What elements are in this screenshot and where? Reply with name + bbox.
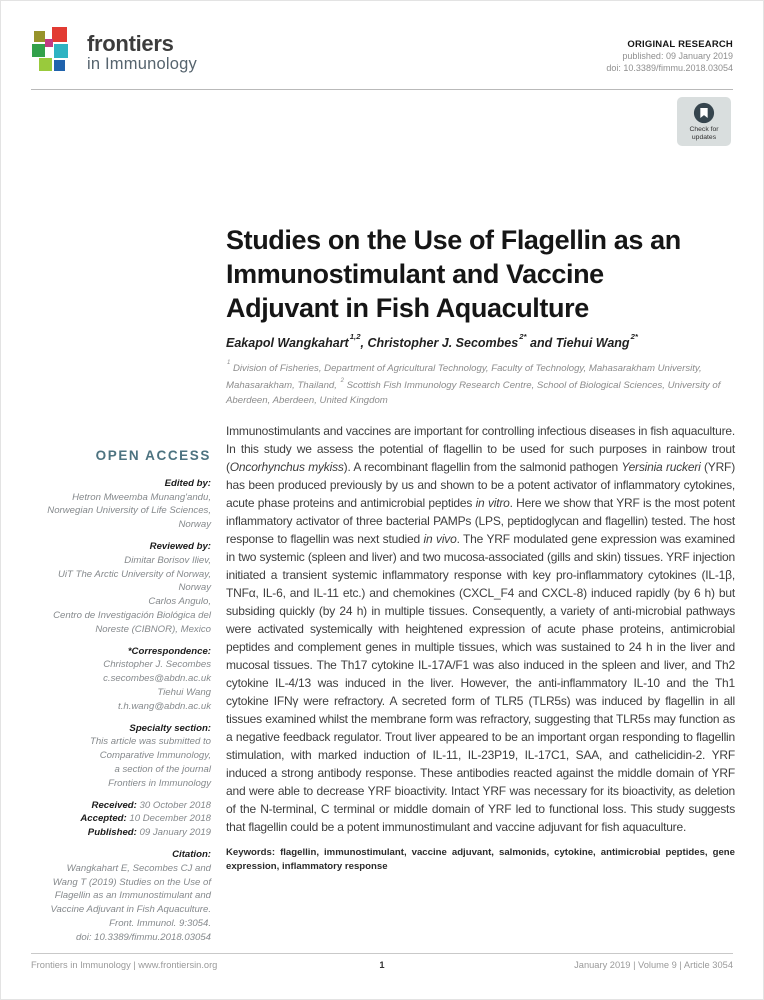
received-label: Received: xyxy=(91,799,137,811)
correspondence-section xyxy=(31,645,211,714)
article-sidebar xyxy=(31,449,211,953)
affiliation-text: Division of Fisheries, Department of Agricultural Technology, Faculty of Technology, Mahasarakham University, Mahasarakham, Thailand, xyxy=(226,363,702,392)
text-segment: Immunostimulants and vaccines are important for controlling infectious diseases in fish aquaculture. In this study we assess the potential of flagellin to be used for such purposes in rainbow trout ( xyxy=(226,424,735,475)
citation-section xyxy=(31,848,211,945)
text-line: Noreste (CIBNOR), Mexico xyxy=(95,623,211,635)
reviewed-by-section xyxy=(31,540,211,637)
text-segment: Oncorhynchus mykiss xyxy=(229,460,344,475)
logo-cube xyxy=(54,60,65,71)
text-segment: . Here we show that YRF is the most potent inflammatory activator of three bacterial PAMPs (LPS, peptidoglycan and flagellin) tested. The host response to flagellin was next studied xyxy=(226,496,735,547)
specialty-label: Specialty section: xyxy=(129,722,211,734)
article-type-label: ORIGINAL RESEARCH xyxy=(627,39,733,50)
text-line: Norway xyxy=(178,519,211,531)
received-value: 30 October 2018 xyxy=(136,799,211,811)
footer-issue: January 2019 | Volume 9 | Article 3054 xyxy=(574,960,733,970)
footer-page-number: 1 xyxy=(379,960,385,970)
text-line: Comparative Immunology, xyxy=(99,750,211,762)
text-line: Flagellin as an Immunostimulant and xyxy=(54,890,211,902)
text-line: Norwegian University of Life Sciences, xyxy=(47,505,211,517)
reviewed-by-label: Reviewed by: xyxy=(149,540,211,552)
citation-lines xyxy=(31,862,211,945)
edited-by-label: Edited by: xyxy=(164,477,211,489)
text-line: Dimitar Borisov Iliev, xyxy=(124,554,211,566)
doi-text: doi: 10.3389/fimmu.2018.03054 xyxy=(606,62,733,73)
text-line: Vaccine Adjuvant in Fish Aquaculture. xyxy=(50,904,211,916)
accepted-value: 10 December 2018 xyxy=(126,813,211,825)
text-line: Carlos Angulo, xyxy=(148,596,211,608)
published-label: Published: xyxy=(87,827,137,839)
check-for-updates-badge[interactable] xyxy=(677,97,731,146)
affiliation-sup: 1 xyxy=(227,360,231,367)
author-name: Tiehui Wang xyxy=(555,336,630,351)
text-line: Norway xyxy=(178,582,211,594)
logo-cube xyxy=(39,58,52,71)
crossmark-icon xyxy=(693,102,715,124)
text-line: This article was submitted to xyxy=(89,736,211,748)
author xyxy=(555,331,638,351)
text-line: a section of the journal xyxy=(114,763,211,775)
author-sup: 2* xyxy=(519,331,527,341)
text-line: Adjuvant in Fish Aquaculture xyxy=(226,293,589,323)
text-line: doi: 10.3389/fimmu.2018.03054 xyxy=(76,931,211,943)
check-badge-label xyxy=(689,126,718,142)
edited-by-lines xyxy=(31,491,211,532)
text-line: c.secombes@abdn.ac.uk xyxy=(103,673,211,685)
text-segment: (YRF) has been produced previously by us and shown to be a potent activator of inflammatory cytokines, acute phase proteins and antimicrobial peptides xyxy=(226,460,735,511)
text-line: Studies on the Use of Flagellin as an xyxy=(226,225,681,255)
author-sep: and xyxy=(526,336,556,351)
received-date xyxy=(31,799,211,813)
text-segment: in vivo xyxy=(423,532,457,547)
text-segment: ). A recombinant flagellin from the salmonid pathogen xyxy=(343,460,622,475)
brand-journal-name: in Immunology xyxy=(87,55,197,73)
accepted-label: Accepted: xyxy=(80,813,127,825)
author-sep: , xyxy=(360,336,368,351)
published-value: 09 January 2019 xyxy=(136,827,211,839)
text-line: t.h.wang@abdn.ac.uk xyxy=(118,700,211,712)
keywords: Keywords: flagellin, immunostimulant, vaccine adjuvant, salmonids, cytokine, antimicrobial peptides, gene expression, inflammatory response xyxy=(226,847,735,873)
text-line: Frontiers in Immunology xyxy=(108,777,211,789)
text-segment: in vitro xyxy=(475,496,510,511)
page-footer xyxy=(1,960,763,974)
affiliations xyxy=(226,359,735,408)
abstract-text xyxy=(226,422,735,836)
specialty-lines xyxy=(31,735,211,790)
affiliation-text: Scottish Fish Immunology Research Centre, School of Biological Sciences, University of Aberdeen, Aberdeen, United Kingdom xyxy=(226,380,721,407)
logo-cube xyxy=(52,27,67,42)
text-segment: Yersinia ruckeri xyxy=(621,460,701,475)
author-name: Christopher J. Secombes xyxy=(367,336,519,351)
published-date: published: 09 January 2019 xyxy=(622,51,733,61)
correspondence-lines xyxy=(31,658,211,713)
frontiers-logo-icon xyxy=(31,27,77,75)
published-date-side xyxy=(31,826,211,840)
edited-by-section xyxy=(31,477,211,532)
dates-section xyxy=(31,799,211,840)
affiliation-sup: 2 xyxy=(340,377,344,384)
citation-label: Citation: xyxy=(172,848,211,860)
author-list xyxy=(226,331,735,351)
text-line: Immunostimulant and Vaccine xyxy=(226,259,604,289)
footer-journal: Frontiers in Immunology | www.frontiersin.org xyxy=(31,960,218,970)
logo-cube xyxy=(34,31,45,42)
author xyxy=(367,331,556,351)
author-sup: 2* xyxy=(630,331,638,341)
frontiers-logo xyxy=(31,27,197,75)
header-meta xyxy=(606,39,733,74)
text-line: Front. Immunol. 9:3054. xyxy=(109,917,211,929)
specialty-section xyxy=(31,722,211,791)
text-line: Wangkahart E, Secombes CJ and xyxy=(66,862,211,874)
article-main xyxy=(226,223,735,874)
author xyxy=(226,331,368,351)
header-divider xyxy=(31,89,733,90)
text-line: Christopher J. Secombes xyxy=(103,659,211,671)
text-line: Hetron Mweemba Munang'andu, xyxy=(72,491,211,503)
text-line: Centro de Investigación Biológica del xyxy=(53,609,211,621)
accepted-date xyxy=(31,812,211,826)
text-line: Tiehui Wang xyxy=(157,686,211,698)
logo-cube xyxy=(45,39,53,47)
correspondence-label: *Correspondence: xyxy=(127,645,211,657)
article-title xyxy=(226,223,735,325)
check-badge-line1: Check for xyxy=(689,126,719,133)
brand-text xyxy=(87,33,197,74)
text-line: UiT The Arctic University of Norway, xyxy=(58,568,211,580)
author-sup: 1,2 xyxy=(349,331,361,341)
author-name: Eakapol Wangkahart xyxy=(226,336,349,351)
brand-name: frontiers xyxy=(87,31,174,56)
open-access-label: OPEN ACCESS xyxy=(95,448,211,463)
check-badge-line2: updates xyxy=(691,134,717,141)
text-segment: . The YRF modulated gene expression was examined in two systemic (spleen and liver) and two mucosa-associated (gills and skin) tissues. YRF injection initiated a transient systemic inflammatory response with key pro-inflammatory cytokines (IL-1β, TNFα, IL-6, and IL-11 etc.) and chemokines (CXCL_F4 and CXCL-8) induced rapidly (by 6 h) but subsiding quickly (by 24 h) in multiple tissues. Consequently, a variety of anti-microbial pathways were activated systemically with heightened expression of acute phase proteins, antimicrobial peptides and complement genes in multiple tissues, which was sustained to 24 h in the liver and mucosal tissues. The Th17 cytokine IL-17A/F1 was also induced in the spleen and liver, and Th2 cytokine IL-4/13 was induced in the liver. However, the anti-inflammatory IL-10 and the Th1 cytokine IFNγ were refractory. A secreted form of TLR5 (TLR5s) was induced by flagellin in all tissues examined whilst the membrane form was refractory, suggesting that TLR5s may function as a negative feedback regulator. Trout liver appeared to be an important organ responding to flagellin stimulation, with marked induction of IL-11, IL-23P19, IL-17C1, SAA, and cathelicidin-2. YRF induced a strong antibody response. These antibodies reacted against the middle domain of YRF and were able to decrease YRF bioactivity. Intact YRF was necessary for its bioactivity, as deletion of the N-terminal, C terminal or middle domain of YRF led to functional loss. This study suggests that flagellin could be a potent immunostimulant and vaccine adjuvant for fish aquaculture. xyxy=(226,532,735,835)
logo-cube xyxy=(32,44,45,57)
text-line: Wang T (2019) Studies on the Use of xyxy=(52,876,211,888)
logo-cube xyxy=(54,44,68,58)
footer-divider xyxy=(31,953,733,954)
reviewed-by-lines xyxy=(31,554,211,637)
